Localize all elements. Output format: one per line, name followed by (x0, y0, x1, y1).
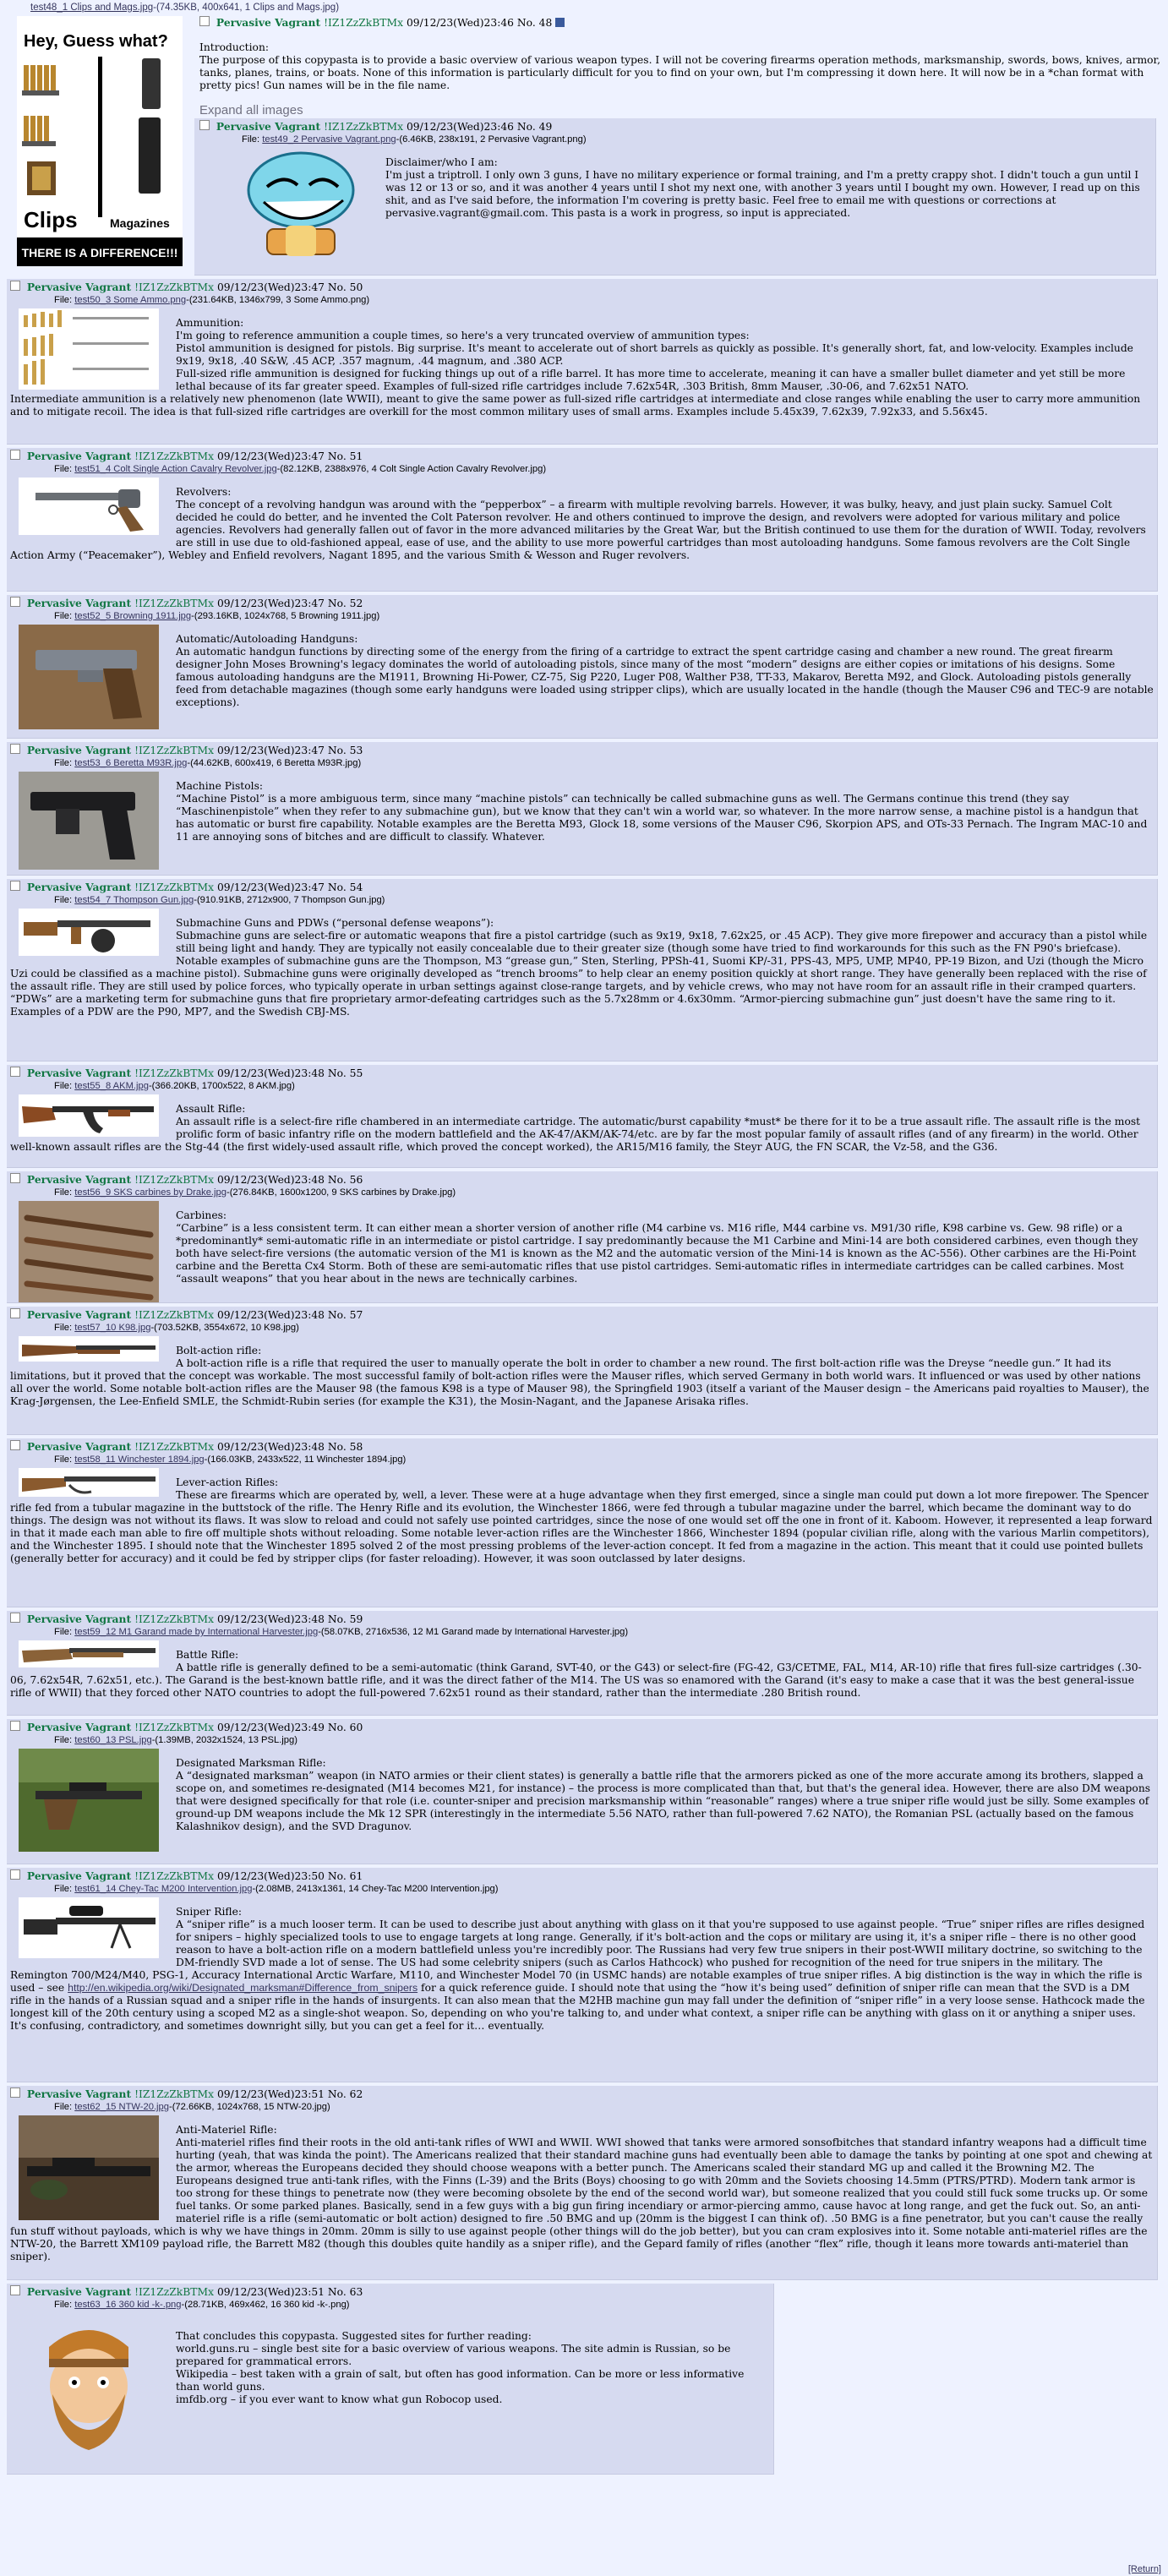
post-thumbnail[interactable] (19, 478, 159, 535)
post-body (10, 1103, 1154, 1154)
file-link[interactable]: test61_14 Chey-Tac M200 Intervention.jpg (74, 1884, 253, 1894)
post-header (10, 881, 1154, 894)
poster-name: Pervasive Vagrant (26, 881, 132, 893)
reply-post-63 (7, 2284, 774, 2475)
poster-name: Pervasive Vagrant (26, 2088, 132, 2100)
poster-name: Pervasive Vagrant (26, 1173, 132, 1186)
post-line: The concept of a revolving handgun was around with the “pepperbox” – a firearm with multiple revolving barrels. However, it was bulky, heavy, and just plain sucky. Samuel Colt decided he could do better, and he invented the Colt Paterson revolver. He and others continued to improve the design, and revolvers were adopted for various military and police agencies. Revolvers had generally fallen out of favor in the more advanced militaries by the Great War, but the British continued to use them for the duration of WWII. Today, revolvers are still in use due to old-fashioned appeal, ease of use, and the ability to use more powerful cartridges than most autoloading handguns. Some famous revolvers are the Colt Single Action Army (“Peacemaker”), Webley and Enfield revolvers, Nagant 1895, and the various Smith & Wesson and Ruger revolvers. (10, 499, 1146, 561)
post-thumbnail[interactable] (19, 1640, 159, 1667)
post-line: Submachine Guns and PDWs (“personal defense weapons”): (176, 917, 494, 929)
post-line: A “sniper rifle” is a much looser term. It can be used to describe just about anything with glass on it that you're supposed to use against people. “True” sniper rifles are rifles designed for snipers – highly specialized tools to use to engage targets at long range. Generally, if it's bolt-action and the cops or military are using it, it's a sniper rifle – there is no other good reason to have a bolt-action rifle on a modern battlefield unless you're incredibly poor. The Russians had very few true snipers in their post-WWII military doctrine, so switching to the DM-friendly SVD made a lot of sense. The US had some celebrity snipers (such as Carlos Hathcock) who pushed for recognition of the need for true snipers in the military. The Remington 700/M24/M40, PSG-1, Accuracy International Arctic Warfare, M110, and Winchester Model 70 (in USMC hands) are notable examples of true sniper rifles. A big distinction is the way in which the rifle is used – see http://en.wikipedia.org/wiki/Designated_marksman#Difference_from_snipers for a quick reference guide. I should note that using the “how it's being used” definition of sniper rifle can mean that the SVD is a DM rifle in the hands of a Russian squad and a sniper rifle in the hands of insurgents. It can also mean that the M2HB machine gun may fall under the definition of “sniper rifle” in a very loose sense. Hathcock made the longest kill of the 20th century using a scoped M2 as a single-shot weapon. So, depending on who you're talking to, and under what context, a sniper rifle can be anything with glass on it or anything a sniper uses. It's confusing, contradictory, and sometimes downright silly, but you can get a feel for it… eventually. (10, 1918, 1145, 2032)
post-number[interactable]: No. 63 (327, 2286, 363, 2298)
file-meta: -(703.52KB, 3554x672, 10 K98.jpg) (150, 1323, 299, 1333)
post-number[interactable]: No. 52 (327, 598, 363, 609)
tripcode: !IZ1ZzZkBTMx (134, 1722, 215, 1733)
post-number[interactable]: No. 49 (516, 121, 553, 133)
file-link[interactable]: test60_13 PSL.jpg (74, 1735, 152, 1745)
op-thumbnail[interactable] (17, 16, 183, 266)
post-date: 09/12/23(Wed)23:47 (216, 450, 325, 462)
post-line: Anti-materiel rifles find their roots in the old anti-tank rifles of WWI and WWII. WWI showed that tanks were armored sonsofbitches that standard infantry weapons had a difficult time hurting (yeah, that was kinda the point). The Americans realized that their standard machine guns had eventually been able to damage the tanks by pointing at one spot and chewing at the armor, whereas the Europeans decided they should choose weapons with a better punch. The Americans scaled their standard MG up and called it the Browning M2. The Europeans designed true anti-tank rifles, with the Finns (L-39) and the Brits (Boys) choosing to go with 20mm and the Soviets choosing 14.5mm (PTRS/PTRD). Modern tank armor is too strong for these things to penetrate now (they were becoming obsolete by the end of the second world war), but someone realized that you could still fuck some trucks up. Or some fuel tanks. Or some parked planes. Basically, send in a few guys with a big gun firing incendiary or armor-piercing ammo, cause havoc at long range, and get the fuck out. So, an anti-materiel rifle is a rifle (semi-automatic or bolt action) designed to fire .50 BMG and up (20mm is the biggest I can think of). .50 BMG is a fine penetrator, but you can't cause the really fun stuff without payloads, which is why we have things in 20mm. 20mm is silly to use against people (other things will do the job better), but you can cram explosives into it. Some notable anti-materiel rifles are the NTW-20, the Barrett XM109 payload rifle, the Barrett M82 (though this doubles quite handily as a sniper rifle), and the Gepard family of rifles (another “flex” rifle, though it leans more towards anti-materiel than sniper). (10, 2137, 1153, 2262)
post-line: These are firearms which are operated by, well, a lever. These were at a huge advantage when they first emerged, since a single man could put down a lot more firepower. The Spencer rifle fed from a tubular magazine in the buttstock of the rifle. The Henry Rifle and its evolution, the Winchester 1866, were fed through a tubular magazine under the barrel, which became the dominant way to do things. The design was not without its flaws. It was slow to reload and could not safely use pointed cartridges, since the nose of one would set off the one in front of it. Kaboom. However, it represented a leap forward in that it made each man able to fire off multiple shots without reloading. Some notable lever-action rifles are the Winchester 1866, Winchester 1894 (popular civilian rifle, along with the various Marlin competitors), and the Winchester 1895. I should note that the Winchester 1895 solved 2 of the most pressing problems of the lever-action concept. It fed from a magazine in the action. This meant that it could use pointed bullets (generally better for accuracy) and it could be fed by stripper clips (for faster reloading). However, it was soon outclassed by later designs. (10, 1489, 1153, 1564)
post-select-checkbox[interactable] (10, 2088, 20, 2098)
post-date: 09/12/23(Wed)23:48 (216, 1613, 325, 1625)
reply-post-60 (7, 1719, 1158, 1864)
op-post-date: 09/12/23(Wed)23:46 (406, 17, 514, 29)
post-date: 09/12/23(Wed)23:49 (216, 1722, 325, 1733)
poster-name: Pervasive Vagrant (26, 2285, 132, 2298)
poster-name: Pervasive Vagrant (26, 1308, 132, 1321)
post-line: Machine Pistols: (176, 780, 264, 792)
file-info: File: test62_15 NTW-20.jpg-(72.66KB, 1024x768, 15 NTW-20.jpg) (54, 2102, 330, 2112)
post-header (10, 1173, 1154, 1187)
post-date: 09/12/23(Wed)23:47 (216, 281, 325, 293)
post-body (10, 1757, 1154, 1833)
post-body (10, 1345, 1154, 1408)
poster-name: Pervasive Vagrant (26, 1721, 132, 1733)
post-line: Bolt-action rifle: (176, 1345, 262, 1356)
file-info: File: test58_11 Winchester 1894.jpg-(166.03KB, 2433x522, 11 Winchester 1894.jpg) (54, 1454, 407, 1465)
post-line: “Carbine” is a less consistent term. It can either mean a shorter version of another rifle (M4 carbine vs. M16 rifle, M44 carbine vs. M91/30 rifle, K98 carbine vs. Gew. 98 rifle) or a *predominantly* semi-automatic rifle in an intermediate or pistol cartridge. I say predominantly because the M1 Carbine and Mini-14 are both considered carbines, even though they both have select-fire versions (the automatic version of the M1 is known as the M2 and the automatic version of the Mini-14 is known as the AC-556). Other carbines are the Hi-Point carbine and the Beretta Cx4 Storm. Both of these are semi-automatic rifles that use pistol cartridges. Semi-automatic rifles in intermediate cartridges can be called carbines. Most “assault weapons” that you hear about in the news are technically carbines. (176, 1222, 1138, 1285)
file-meta: -(366.20KB, 1700x522, 8 AKM.jpg) (148, 1081, 295, 1091)
file-link[interactable]: test52_5 Browning 1911.jpg (74, 611, 192, 621)
post-select-checkbox[interactable] (10, 597, 20, 607)
op-select-checkbox[interactable] (199, 16, 210, 26)
post-header (10, 1440, 1154, 1454)
post-line: “PDWs” are a marketing term for submachine guns that fire proprietary armor-defeating cartridges such as the 5.7x28mm or 4.6x30mm. “Armor-piercing submachine gun” just doesn't have the same ring to it. Examples of a PDW are the P90, MP7, and the Swedish CBJ-MS. (10, 993, 1116, 1018)
post-select-checkbox[interactable] (10, 744, 20, 754)
post-number[interactable]: No. 50 (327, 281, 363, 293)
tripcode: !IZ1ZzZkBTMx (134, 1613, 215, 1625)
post-thumbnail[interactable] (19, 625, 159, 729)
post-select-checkbox[interactable] (199, 120, 210, 130)
reply-post-55 (7, 1065, 1158, 1168)
post-header (10, 1308, 1154, 1322)
tripcode: !IZ1ZzZkBTMx (134, 1441, 215, 1453)
post-date: 09/12/23(Wed)23:48 (216, 1067, 325, 1079)
post-select-checkbox[interactable] (10, 1613, 20, 1623)
file-meta: -(82.12KB, 2388x976, 4 Colt Single Action Cavalry Revolver.jpg) (276, 464, 547, 474)
tripcode: !IZ1ZzZkBTMx (134, 450, 215, 462)
file-link[interactable]: test59_12 M1 Garand made by International Harvester.jpg (74, 1627, 319, 1637)
file-meta: -(910.91KB, 2712x900, 7 Thompson Gun.jpg) (194, 895, 385, 905)
file-link[interactable]: test55_8 AKM.jpg (74, 1081, 149, 1091)
post-date: 09/12/23(Wed)23:47 (216, 598, 325, 609)
post-select-checkbox[interactable] (10, 281, 20, 291)
post-body (10, 486, 1154, 562)
tripcode: !IZ1ZzZkBTMx (134, 1067, 215, 1079)
post-line: imfdb.org – if you ever want to know what gun Robocop used. (176, 2393, 503, 2405)
post-line: I'm just a triptroll. I only own 3 guns, I have no military experience or formal training, and I'm a pretty crappy shot. I didn't touch a gun until I was 12 or 13 or so, and it was another 4 years until I shot my next one, with another 3 years until I bought my own. However, I read up on this shit, and as I've said before, the information I'm covering is pretty basic. Feel free to email me with questions or corrections at pervasive.vagrant@gmail.com. This pasta is a work in progress, so input is appreciated. (385, 169, 1140, 219)
post-header (10, 1721, 1154, 1734)
file-link[interactable]: test58_11 Winchester 1894.jpg (74, 1454, 205, 1465)
post-line: Battle Rifle: (176, 1649, 239, 1661)
tripcode: !IZ1ZzZkBTMx (134, 1309, 215, 1321)
post-body (10, 780, 1154, 843)
post-number[interactable]: No. 51 (327, 450, 363, 462)
post-line: A battle rifle is generally defined to be a semi-automatic (think Garand, SVT-40, or the G43) or select-fire (FG-42, G3/CETME, FAL, M14, AR-10) rifle that fires full-size cartridges (.30-06, 7.62x54R, 7.62x51, etc.). The Garand is the best-known battle rifle, and it was the direct father of the M14. The US was so enamored with the Garand (it's easy to make a case that it was the best general-issue rifle of WWII) that they forced other NATO countries to adopt the full-powered 7.62x51 round as their standard, rather than the intermediate .280 British round. (10, 1662, 1142, 1699)
post-thumbnail[interactable] (19, 2115, 159, 2220)
post-number[interactable]: No. 55 (327, 1067, 363, 1079)
reply-post-56 (7, 1171, 1158, 1303)
reply-post-51 (7, 448, 1158, 592)
file-meta: -(72.66KB, 1024x768, 15 NTW-20.jpg) (168, 2102, 330, 2112)
post-header (10, 1869, 1154, 1883)
file-meta: -(276.84KB, 1600x1200, 9 SKS carbines by Drake.jpg) (226, 1187, 456, 1198)
tripcode: !IZ1ZzZkBTMx (134, 598, 215, 609)
file-meta: -(166.03KB, 2433x522, 11 Winchester 1894.jpg) (204, 1454, 407, 1465)
file-link[interactable]: test57_10 K98.jpg (74, 1323, 151, 1333)
file-meta: -(44.62KB, 600x419, 6 Beretta M93R.jpg) (187, 758, 362, 768)
post-body (10, 2124, 1154, 2263)
file-link[interactable]: test51_4 Colt Single Action Cavalry Revolver.jpg (74, 464, 277, 474)
post-date: 09/12/23(Wed)23:46 (406, 121, 514, 133)
post-header (10, 744, 1154, 757)
file-meta: -(2.08MB, 2413x1361, 14 Chey-Tac M200 Intervention.jpg) (252, 1884, 499, 1894)
post-line: Designated Marksman Rifle: (176, 1757, 326, 1769)
file-link[interactable]: test56_9 SKS carbines by Drake.jpg (74, 1187, 227, 1198)
tripcode: !IZ1ZzZkBTMx (134, 745, 215, 756)
post-line: I'm going to reference ammunition a couple times, so here's a very truncated overview of ammunition types: (176, 330, 750, 341)
file-meta: -(58.07KB, 2716x536, 12 M1 Garand made by International Harvester.jpg) (318, 1627, 629, 1637)
reply-post-57 (7, 1307, 1158, 1435)
post-line: “Machine Pistol” is a more ambiguous term, since many “machine pistols” can technically be called submachine guns as well. The Germans continue this trend (they say “Maschinenpistole” when they refer to any submachine gun), but we know that they can't win a world war, so whatever. In the more narrow sense, a machine pistol is a handgun that has automatic or burst fire capability. Notable examples are the Beretta M93, Glock 18, some versions of the Mauser C96, Skorpion APS, and OTs-33 Pernach. The Ingram MAC-10 and 11 are annoying sons of bitches and are difficult to classify. Whatever. (176, 793, 1148, 843)
post-thumbnail[interactable] (19, 1201, 159, 1302)
post-date: 09/12/23(Wed)23:48 (216, 1441, 325, 1453)
post-select-checkbox[interactable] (10, 1173, 20, 1183)
post-line: world.guns.ru – single best site for a basic overview of various weapons. The site admin is Russian, so be prepared for grammatical errors. (176, 2343, 731, 2367)
post-thumbnail[interactable] (19, 1749, 159, 1852)
file-info: File: test54_7 Thompson Gun.jpg-(910.91KB, 2712x900, 7 Thompson Gun.jpg) (54, 895, 385, 905)
post-date: 09/12/23(Wed)23:47 (216, 881, 325, 893)
post-line: Assault Rifle: (176, 1103, 246, 1115)
post-line: Carbines: (176, 1209, 227, 1221)
post-select-checkbox[interactable] (10, 881, 20, 891)
post-body (10, 1476, 1154, 1565)
reply-post-58 (7, 1438, 1158, 1607)
op-poster-name: Pervasive Vagrant (216, 16, 321, 29)
poster-name: Pervasive Vagrant (26, 1067, 132, 1079)
file-meta: -(231.64KB, 1346x799, 3 Some Ammo.png) (186, 295, 370, 305)
post-line: Intermediate ammunition is a relatively new phenomenon (late WWII), meant to give the same power as full-sized rifle cartridges at intermediate and close ranges while enabling the user to carry more ammunition and to mitigate recoil. The idea is that full-sized rifle cartridges are overkill for the most common military uses of small arms. Examples include 5.45x39, 7.62x39, 7.92x33, and 5.56x45. (10, 393, 1141, 418)
file-info: File: test53_6 Beretta M93R.jpg-(44.62KB, 600x419, 6 Beretta M93R.jpg) (54, 758, 362, 768)
file-meta: -(293.16KB, 1024x768, 5 Browning 1911.jpg) (191, 611, 380, 621)
post-line: Full-sized rifle ammunition is designed for fucking things up out of a rifle barrel. It has more time to accelerate, meaning it can have a smaller bullet diameter and yet still be more lethal because of its far greater speed. Examples of full-sized rifle cartridges include 7.62x54R, .303 British, 8mm Mauser, .30-06, and 7.62x51 NATO. (176, 368, 1126, 392)
tripcode: !IZ1ZzZkBTMx (134, 1870, 215, 1882)
file-link[interactable]: test62_15 NTW-20.jpg (74, 2102, 169, 2112)
post-body (10, 1209, 1154, 1285)
tripcode: !IZ1ZzZkBTMx (134, 2286, 215, 2298)
op-img-mags: Magazines (110, 216, 170, 230)
post-line: Sniper Rifle: (176, 1906, 243, 1918)
poster-name: Pervasive Vagrant (26, 744, 132, 756)
file-info: File: test52_5 Browning 1911.jpg-(293.16KB, 1024x768, 5 Browning 1911.jpg) (54, 611, 380, 621)
poster-name: Pervasive Vagrant (26, 597, 132, 609)
op-line-1: The purpose of this copypasta is to provide a basic overview of various weapon types. I will not be covering firearms operation methods, marksmanship, swords, bows, knives, armor, tanks, planes, trains, or boats. None of this information is particularly difficult for you to find on your own, but I'm compressing it down here. It will now be in a *chan format with pretty pics! Gun names will be in the file name. (199, 54, 1160, 91)
post-number[interactable]: No. 56 (327, 1174, 363, 1186)
reply-post-59 (7, 1611, 1158, 1716)
file-info: File: test50_3 Some Ammo.png-(231.64KB, 1346x799, 3 Some Ammo.png) (54, 295, 370, 305)
post-header (10, 1613, 1154, 1626)
post-select-checkbox[interactable] (10, 1067, 20, 1077)
post-line: Pistol ammunition is designed for pistols. Big surprise. It's meant to accelerate out of short barrels as quickly as possible. It's generally short, fat, and low-velocity. Examples include 9x19, 9x18, .40 S&W, .45 ACP, .357 magnum, .44 magnum, and .380 ACP. (176, 342, 1133, 367)
poster-name: Pervasive Vagrant (26, 1869, 132, 1882)
post-header (10, 597, 1154, 610)
op-img-banner: THERE IS A DIFFERENCE!!! (21, 246, 178, 259)
post-number[interactable]: No. 58 (327, 1441, 363, 1453)
tripcode: !IZ1ZzZkBTMx (324, 121, 404, 133)
post-thumbnail[interactable] (19, 909, 159, 956)
file-info: File: test59_12 M1 Garand made by International Harvester.jpg-(58.07KB, 2716x536, 12 M1 Garand made by International Harvester.jpg) (54, 1627, 629, 1637)
post-thumbnail[interactable] (233, 148, 368, 258)
poster-name: Pervasive Vagrant (216, 120, 321, 133)
op-img-clips: Clips (24, 207, 78, 232)
post-number[interactable]: No. 62 (327, 2088, 363, 2100)
op-sticky-icon (555, 18, 565, 27)
post-header (10, 450, 1154, 463)
post-header (198, 120, 1152, 134)
poster-name: Pervasive Vagrant (26, 450, 132, 462)
post-line: Anti-Materiel Rifle: (176, 2124, 277, 2136)
wikipedia-link[interactable]: http://en.wikipedia.org/wiki/Designated_marksman#Difference_from_snipers (68, 1982, 418, 1994)
post-number[interactable]: No. 59 (327, 1613, 363, 1625)
op-post (7, 14, 1168, 279)
post-body (10, 317, 1154, 418)
file-link[interactable]: test63_16 360 kid -k-.png (74, 2300, 182, 2310)
file-info: File: test57_10 K98.jpg-(703.52KB, 3554x672, 10 K98.jpg) (54, 1323, 299, 1333)
post-header (10, 2088, 1154, 2101)
file-info: File: test56_9 SKS carbines by Drake.jpg-(276.84KB, 1600x1200, 9 SKS carbines by Drake.jpg) (54, 1187, 456, 1198)
post-select-checkbox[interactable] (10, 1440, 20, 1450)
post-date: 09/12/23(Wed)23:48 (216, 1174, 325, 1186)
post-select-checkbox[interactable] (10, 1308, 20, 1318)
post-thumbnail[interactable] (19, 1336, 159, 1362)
post-date: 09/12/23(Wed)23:47 (216, 745, 325, 756)
file-meta: -(1.39MB, 2032x1524, 13 PSL.jpg) (151, 1735, 297, 1745)
reply-post-52 (7, 595, 1158, 739)
file-info: File: test60_13 PSL.jpg-(1.39MB, 2032x1524, 13 PSL.jpg) (54, 1735, 297, 1745)
post-line: That concludes this copypasta. Suggested sites for further reading: (176, 2330, 532, 2342)
file-link[interactable]: test50_3 Some Ammo.png (74, 295, 187, 305)
file-link[interactable]: test53_6 Beretta M93R.jpg (74, 758, 188, 768)
post-line: Revolvers: (176, 486, 232, 498)
post-line: Automatic/Autoloading Handguns: (176, 633, 358, 645)
reply-post-62 (7, 2086, 1158, 2280)
poster-name: Pervasive Vagrant (26, 1613, 132, 1625)
post-line: Disclaimer/who I am: (385, 156, 498, 168)
file-link[interactable]: test49_2 Pervasive Vagrant.png (262, 134, 396, 145)
post-thumbnail[interactable] (19, 1468, 159, 1497)
post-thumbnail[interactable] (19, 2313, 159, 2459)
file-meta: -(28.71KB, 469x462, 16 360 kid -k-.png) (181, 2300, 350, 2310)
post-line: Ammunition: (176, 317, 244, 329)
post-date: 09/12/23(Wed)23:50 (216, 1870, 325, 1882)
post-number[interactable]: No. 61 (327, 1870, 363, 1882)
file-info: File: test55_8 AKM.jpg-(366.20KB, 1700x522, 8 AKM.jpg) (54, 1081, 295, 1091)
reply-post-49 (194, 118, 1156, 276)
post-date: 09/12/23(Wed)23:51 (216, 2088, 325, 2100)
reply-post-61 (7, 1868, 1158, 2082)
op-file-info (7, 2, 1168, 14)
op-file-meta: -(74.35KB, 400x641, 1 Clips and Mags.jpg) (153, 3, 340, 13)
reply-post-50 (7, 279, 1158, 445)
expand-all-images-link[interactable]: Expand all images (199, 103, 303, 117)
reply-post-54 (7, 879, 1158, 1062)
file-link[interactable]: test54_7 Thompson Gun.jpg (74, 895, 194, 905)
post-line: Wikipedia – best taken with a grain of salt, but often has good information. Can be more or less informative than world guns. (176, 2368, 745, 2393)
post-body (10, 917, 1154, 1018)
tripcode: !IZ1ZzZkBTMx (134, 1174, 215, 1186)
post-select-checkbox[interactable] (10, 450, 20, 460)
post-number[interactable]: No. 53 (327, 745, 363, 756)
post-line: A “designated marksman” weapon (in NATO armies or their client states) is generally a battle rifle that the armorers picked as one of the more accurate among its brothers, slapped a scope on, and sometimes re-designated (M14 becomes M21, for instance) – the process is more complicated than that, but that's the general idea. However, there are also DM weapons that were designed specifically for that role (i.e. counter-sniper and precision marksmanship within “reasonable” ranges) where a true sniper rifle would just be silly. Some examples of ground-up DM weapons include the Mk 12 SPR (interestingly in the intermediate 5.56 NATO, rather than full-powered 7.62 NATO), the Romanian PSL (actually based on the famous Kalashnikov design), and the SVD Dragunov. (176, 1770, 1151, 1832)
tripcode: !IZ1ZzZkBTMx (134, 281, 215, 293)
file-info: File: test51_4 Colt Single Action Cavalry Revolver.jpg-(82.12KB, 2388x976, 4 Colt Single Action Cavalry Revolver.jpg) (54, 464, 547, 474)
op-tripcode: !IZ1ZzZkBTMx (324, 17, 404, 29)
post-select-checkbox[interactable] (10, 2285, 20, 2295)
post-select-checkbox[interactable] (10, 1721, 20, 1731)
post-body (10, 1649, 1154, 1700)
post-header (10, 281, 1154, 294)
op-img-hey: Hey, Guess what? (24, 32, 168, 51)
op-post-number[interactable]: No. 48 (516, 17, 553, 29)
post-date: 09/12/23(Wed)23:51 (216, 2286, 325, 2298)
post-select-checkbox[interactable] (10, 1869, 20, 1880)
op-line-0: Introduction: (199, 41, 270, 53)
post-number[interactable]: No. 60 (327, 1722, 363, 1733)
tripcode: !IZ1ZzZkBTMx (134, 881, 215, 893)
poster-name: Pervasive Vagrant (26, 1440, 132, 1453)
post-header (10, 1067, 1154, 1080)
post-date: 09/12/23(Wed)23:48 (216, 1309, 325, 1321)
post-thumbnail[interactable] (19, 772, 159, 870)
post-line: Submachine guns are select-fire or automatic weapons that fire a pistol cartridge (such as 9x19, 9x18, 7.62x25, or .45 ACP). They give more firepower and accuracy than a pistol while still being light and handy. They are typically not easily concealable due to their greater size (though some have tried to find workarounds for this such as the FN P90's briefcase). Notable examples of submachine guns are the Thompson, M3 “grease gun,” Sten, Sterling, PPSh-41, Suomi KP/-31, PPS-43, MP5, UMP, MP40, PP-19 Bizon, and Uzi (though the Micro Uzi could be classified as a machine pistol). Submachine guns were originally developed as “trench brooms” to help clear an enemy position quickly at short range. They have generally been replaced with the rise of the assault rifle. They are still used by police forces, who typically operate in urban settings against close-range targets, and by vehicle crews, who may not have room for an assault rifle in their cramped quarters. (10, 930, 1148, 992)
op-file-link[interactable]: test48_1 Clips and Mags.jpg (30, 3, 154, 13)
post-thumbnail[interactable] (19, 1094, 159, 1137)
post-body (10, 1906, 1154, 2033)
file-info: File: test49_2 Pervasive Vagrant.png-(6.46KB, 238x191, 2 Pervasive Vagrant.png) (242, 134, 587, 145)
post-number[interactable]: No. 54 (327, 881, 363, 893)
post-number[interactable]: No. 57 (327, 1309, 363, 1321)
post-body (10, 633, 1154, 709)
reply-post-53 (7, 742, 1158, 876)
post-line: An assault rifle is a select-fire rifle chambered in an intermediate cartridge. The automatic/burst capability *must* be there for it to be a true assault rifle. The assault rifle is the most prolific form of basic infantry rifle on the modern battlefield and the AK-47/AKM/AK-74/etc. are by far the most popular family of assault rifles (and of any firearm) in the world. Other well-known assault rifles are the Stg-44 (the first widely-used assault rifle, which proved the concept worked), the AR15/M16 family, the Steyr AUG, the FN SCAR, the Vz-58, and the G36. (10, 1116, 1141, 1153)
file-info: File: test63_16 360 kid -k-.png-(28.71KB, 469x462, 16 360 kid -k-.png) (54, 2300, 350, 2310)
post-line: Lever-action Rifles: (176, 1476, 279, 1488)
return-link[interactable]: [Return] (1127, 2564, 1161, 2574)
post-thumbnail[interactable] (19, 1897, 159, 1958)
poster-name: Pervasive Vagrant (26, 281, 132, 293)
file-meta: -(6.46KB, 238x191, 2 Pervasive Vagrant.png) (396, 134, 587, 145)
post-header (10, 2285, 770, 2299)
post-line: An automatic handgun functions by directing some of the energy from the firing of a cartridge to extract the spent cartridge casing and chamber a new round. The great firearm designer John Moses Browning's legacy dominates the world of autoloading pistols, since many of the most “modern” designs are either copies or imitations of his designs. Some famous autoloading handguns are the M1911, Browning Hi-Power, CZ-75, Sig P220, Luger P08, Walther P38, TT-33, Makarov, Beretta M92, and Glock. Autoloading pistols generally feed from detachable magazines (though some early handguns were loaded using stripper clips), which are usually located in the handle (though the Mauser C96 and TEC-9 are notable exceptions). (176, 646, 1154, 708)
tripcode: !IZ1ZzZkBTMx (134, 2088, 215, 2100)
file-info: File: test61_14 Chey-Tac M200 Intervention.jpg-(2.08MB, 2413x1361, 14 Chey-Tac M200 Intervention.jpg) (54, 1884, 499, 1894)
return-link-container (1128, 2563, 1161, 2576)
post-thumbnail[interactable] (19, 308, 159, 390)
post-line: A bolt-action rifle is a rifle that required the user to manually operate the bolt in order to chamber a new round. The first bolt-action rifle was the Dreyse “needle gun.” It had its limitations, but it proved that the concept was workable. The most successful family of bolt-action rifles were the Mauser rifles, which served Germany in both world wars. It influenced or was used by other nations all over the world. Some notable bolt-action rifles are the Mauser 98 (the famous K98 is a type of Mauser 98), the Springfield 1903 (itself a variant of the Mauser design – the Americans paid royalties to Mauser), the Krag-Jørgensen, the Lee-Enfield SMLE, the Schmidt-Rubin series (for example the K31), the Mosin-Nagant, and the Japanese Arisaka rifles. (10, 1357, 1149, 1407)
